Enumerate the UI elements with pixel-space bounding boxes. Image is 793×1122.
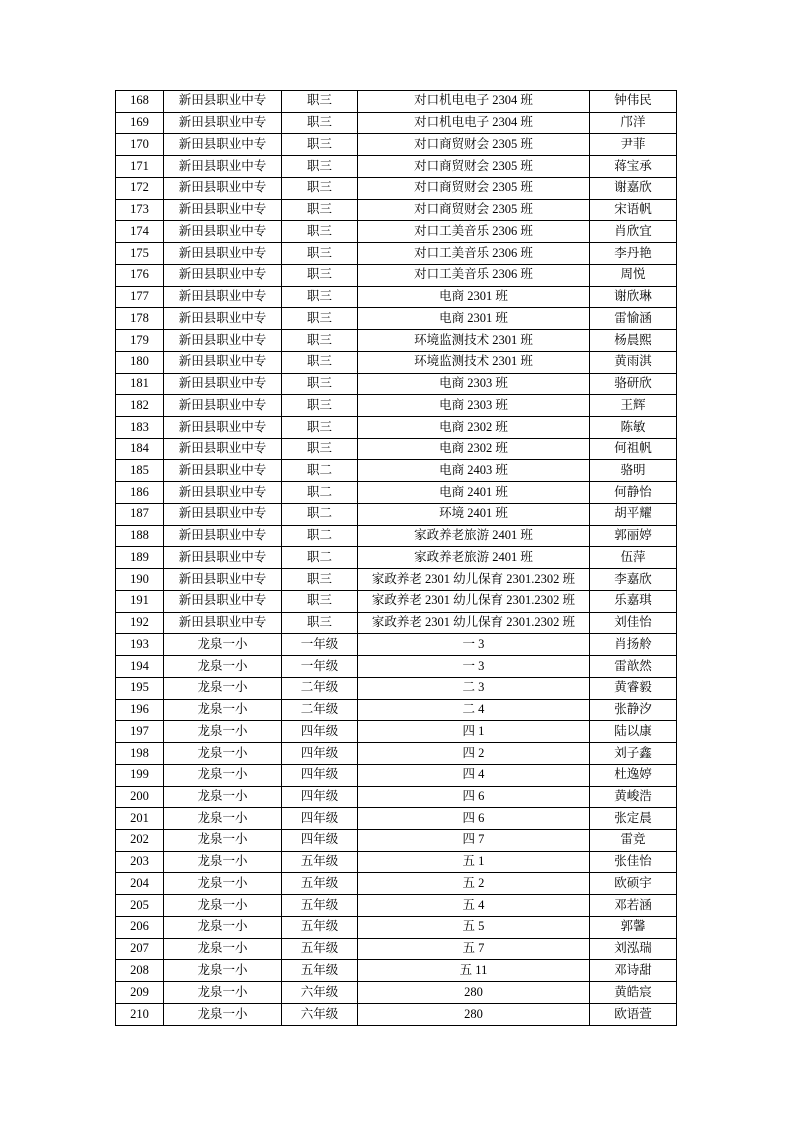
cell-class: 五 4 xyxy=(358,895,590,917)
cell-school: 龙泉一小 xyxy=(164,829,282,851)
table-row xyxy=(116,895,677,917)
table-row xyxy=(116,417,677,439)
cell-school: 新田县职业中专 xyxy=(164,308,282,330)
cell-class: 二 3 xyxy=(358,677,590,699)
cell-school: 龙泉一小 xyxy=(164,699,282,721)
cell-school: 新田县职业中专 xyxy=(164,612,282,634)
cell-class: 对口机电电子 2304 班 xyxy=(358,91,590,113)
cell-school: 新田县职业中专 xyxy=(164,373,282,395)
cell-school: 新田县职业中专 xyxy=(164,482,282,504)
cell-class: 五 11 xyxy=(358,960,590,982)
cell-class: 对口工美音乐 2306 班 xyxy=(358,243,590,265)
table-row xyxy=(116,134,677,156)
cell-grade: 职三 xyxy=(282,590,358,612)
cell-student-name: 雷竞 xyxy=(590,829,677,851)
table-row xyxy=(116,395,677,417)
table-row xyxy=(116,743,677,765)
cell-class: 电商 2303 班 xyxy=(358,373,590,395)
table-row xyxy=(116,829,677,851)
cell-school: 新田县职业中专 xyxy=(164,525,282,547)
cell-student-name: 蒋宝承 xyxy=(590,156,677,178)
cell-class: 家政养老 2301 幼儿保育 2301.2302 班 xyxy=(358,569,590,591)
cell-student-name: 黄皓宸 xyxy=(590,982,677,1004)
cell-school: 新田县职业中专 xyxy=(164,134,282,156)
cell-student-name: 谢嘉欣 xyxy=(590,177,677,199)
cell-class: 对口商贸财会 2305 班 xyxy=(358,199,590,221)
cell-student-name: 胡平耀 xyxy=(590,503,677,525)
cell-class: 四 6 xyxy=(358,808,590,830)
cell-row-number: 185 xyxy=(116,460,164,482)
cell-row-number: 170 xyxy=(116,134,164,156)
cell-row-number: 199 xyxy=(116,764,164,786)
cell-grade: 四年级 xyxy=(282,829,358,851)
cell-student-name: 郭丽婷 xyxy=(590,525,677,547)
cell-school: 新田县职业中专 xyxy=(164,351,282,373)
cell-grade: 职三 xyxy=(282,308,358,330)
cell-school: 新田县职业中专 xyxy=(164,156,282,178)
table-row xyxy=(116,677,677,699)
cell-grade: 六年级 xyxy=(282,982,358,1004)
cell-student-name: 何祖帆 xyxy=(590,438,677,460)
cell-student-name: 宋语帆 xyxy=(590,199,677,221)
cell-grade: 职三 xyxy=(282,395,358,417)
table-row xyxy=(116,308,677,330)
cell-grade: 四年级 xyxy=(282,808,358,830)
table-row xyxy=(116,960,677,982)
table-row xyxy=(116,373,677,395)
cell-school: 新田县职业中专 xyxy=(164,112,282,134)
cell-row-number: 210 xyxy=(116,1003,164,1025)
cell-school: 龙泉一小 xyxy=(164,764,282,786)
cell-student-name: 谢欣琳 xyxy=(590,286,677,308)
cell-row-number: 205 xyxy=(116,895,164,917)
cell-row-number: 172 xyxy=(116,177,164,199)
table-row xyxy=(116,786,677,808)
cell-row-number: 179 xyxy=(116,330,164,352)
cell-student-name: 欧语萱 xyxy=(590,1003,677,1025)
cell-student-name: 王辉 xyxy=(590,395,677,417)
table-row xyxy=(116,938,677,960)
cell-grade: 职二 xyxy=(282,525,358,547)
table-row xyxy=(116,764,677,786)
cell-student-name: 杨晨熙 xyxy=(590,330,677,352)
cell-school: 龙泉一小 xyxy=(164,721,282,743)
table-row xyxy=(116,460,677,482)
cell-row-number: 184 xyxy=(116,438,164,460)
cell-grade: 五年级 xyxy=(282,851,358,873)
cell-class: 电商 2403 班 xyxy=(358,460,590,482)
cell-student-name: 雷歆然 xyxy=(590,656,677,678)
cell-grade: 一年级 xyxy=(282,656,358,678)
cell-class: 五 7 xyxy=(358,938,590,960)
cell-row-number: 203 xyxy=(116,851,164,873)
cell-student-name: 陆以康 xyxy=(590,721,677,743)
cell-class: 四 7 xyxy=(358,829,590,851)
cell-school: 新田县职业中专 xyxy=(164,503,282,525)
cell-row-number: 177 xyxy=(116,286,164,308)
cell-school: 龙泉一小 xyxy=(164,938,282,960)
cell-class: 五 1 xyxy=(358,851,590,873)
cell-grade: 二年级 xyxy=(282,677,358,699)
cell-row-number: 204 xyxy=(116,873,164,895)
cell-class: 环境监测技术 2301 班 xyxy=(358,330,590,352)
cell-row-number: 195 xyxy=(116,677,164,699)
cell-row-number: 196 xyxy=(116,699,164,721)
cell-grade: 四年级 xyxy=(282,743,358,765)
cell-grade: 二年级 xyxy=(282,699,358,721)
cell-school: 龙泉一小 xyxy=(164,1003,282,1025)
cell-row-number: 182 xyxy=(116,395,164,417)
cell-student-name: 何静怡 xyxy=(590,482,677,504)
cell-grade: 职三 xyxy=(282,221,358,243)
cell-row-number: 171 xyxy=(116,156,164,178)
cell-row-number: 175 xyxy=(116,243,164,265)
cell-student-name: 李丹艳 xyxy=(590,243,677,265)
cell-row-number: 181 xyxy=(116,373,164,395)
cell-school: 龙泉一小 xyxy=(164,982,282,1004)
cell-school: 龙泉一小 xyxy=(164,916,282,938)
cell-school: 龙泉一小 xyxy=(164,634,282,656)
roster-table xyxy=(115,90,677,1026)
cell-school: 龙泉一小 xyxy=(164,873,282,895)
cell-school: 新田县职业中专 xyxy=(164,221,282,243)
cell-row-number: 189 xyxy=(116,547,164,569)
cell-grade: 职二 xyxy=(282,503,358,525)
cell-school: 龙泉一小 xyxy=(164,808,282,830)
cell-grade: 五年级 xyxy=(282,873,358,895)
cell-class: 环境监测技术 2301 班 xyxy=(358,351,590,373)
cell-row-number: 202 xyxy=(116,829,164,851)
cell-school: 龙泉一小 xyxy=(164,851,282,873)
cell-row-number: 208 xyxy=(116,960,164,982)
cell-school: 新田县职业中专 xyxy=(164,286,282,308)
cell-row-number: 190 xyxy=(116,569,164,591)
table-row xyxy=(116,482,677,504)
cell-row-number: 209 xyxy=(116,982,164,1004)
cell-class: 家政养老旅游 2401 班 xyxy=(358,547,590,569)
cell-row-number: 193 xyxy=(116,634,164,656)
cell-student-name: 骆明 xyxy=(590,460,677,482)
cell-student-name: 刘子鑫 xyxy=(590,743,677,765)
table-row xyxy=(116,351,677,373)
cell-school: 新田县职业中专 xyxy=(164,569,282,591)
cell-class: 家政养老 2301 幼儿保育 2301.2302 班 xyxy=(358,612,590,634)
cell-school: 龙泉一小 xyxy=(164,895,282,917)
cell-class: 二 4 xyxy=(358,699,590,721)
cell-class: 电商 2302 班 xyxy=(358,417,590,439)
cell-grade: 一年级 xyxy=(282,634,358,656)
cell-school: 新田县职业中专 xyxy=(164,547,282,569)
table-row xyxy=(116,221,677,243)
table-row xyxy=(116,851,677,873)
cell-grade: 职二 xyxy=(282,547,358,569)
cell-row-number: 174 xyxy=(116,221,164,243)
cell-grade: 六年级 xyxy=(282,1003,358,1025)
cell-row-number: 200 xyxy=(116,786,164,808)
cell-grade: 职三 xyxy=(282,286,358,308)
cell-grade: 职三 xyxy=(282,112,358,134)
cell-row-number: 191 xyxy=(116,590,164,612)
cell-class: 一 3 xyxy=(358,656,590,678)
cell-row-number: 168 xyxy=(116,91,164,113)
cell-grade: 职三 xyxy=(282,199,358,221)
cell-school: 龙泉一小 xyxy=(164,743,282,765)
cell-school: 新田县职业中专 xyxy=(164,460,282,482)
cell-student-name: 骆研欣 xyxy=(590,373,677,395)
cell-student-name: 乐嘉琪 xyxy=(590,590,677,612)
table-row xyxy=(116,590,677,612)
cell-student-name: 张佳怡 xyxy=(590,851,677,873)
cell-class: 电商 2301 班 xyxy=(358,308,590,330)
table-row xyxy=(116,873,677,895)
cell-student-name: 郭馨 xyxy=(590,916,677,938)
cell-class: 四 4 xyxy=(358,764,590,786)
cell-grade: 职三 xyxy=(282,438,358,460)
cell-student-name: 邓若涵 xyxy=(590,895,677,917)
cell-grade: 职二 xyxy=(282,482,358,504)
cell-row-number: 187 xyxy=(116,503,164,525)
cell-row-number: 169 xyxy=(116,112,164,134)
table-row xyxy=(116,569,677,591)
cell-grade: 五年级 xyxy=(282,916,358,938)
table-row xyxy=(116,330,677,352)
table-row xyxy=(116,264,677,286)
table-row xyxy=(116,156,677,178)
cell-grade: 职三 xyxy=(282,264,358,286)
table-row xyxy=(116,243,677,265)
cell-class: 五 5 xyxy=(358,916,590,938)
cell-student-name: 钟伟民 xyxy=(590,91,677,113)
cell-row-number: 188 xyxy=(116,525,164,547)
cell-student-name: 邝洋 xyxy=(590,112,677,134)
cell-student-name: 陈敏 xyxy=(590,417,677,439)
cell-class: 对口商贸财会 2305 班 xyxy=(358,156,590,178)
cell-grade: 职三 xyxy=(282,134,358,156)
cell-school: 新田县职业中专 xyxy=(164,177,282,199)
cell-grade: 职三 xyxy=(282,351,358,373)
cell-grade: 职三 xyxy=(282,612,358,634)
table-row xyxy=(116,612,677,634)
cell-student-name: 肖欣宜 xyxy=(590,221,677,243)
cell-school: 龙泉一小 xyxy=(164,656,282,678)
cell-student-name: 尹菲 xyxy=(590,134,677,156)
cell-row-number: 186 xyxy=(116,482,164,504)
cell-school: 新田县职业中专 xyxy=(164,91,282,113)
cell-class: 对口工美音乐 2306 班 xyxy=(358,221,590,243)
cell-row-number: 180 xyxy=(116,351,164,373)
cell-school: 新田县职业中专 xyxy=(164,264,282,286)
table-row xyxy=(116,721,677,743)
cell-class: 一 3 xyxy=(358,634,590,656)
cell-row-number: 194 xyxy=(116,656,164,678)
cell-grade: 四年级 xyxy=(282,786,358,808)
cell-student-name: 伍萍 xyxy=(590,547,677,569)
cell-school: 龙泉一小 xyxy=(164,960,282,982)
cell-grade: 职三 xyxy=(282,243,358,265)
table-row xyxy=(116,547,677,569)
cell-row-number: 192 xyxy=(116,612,164,634)
cell-grade: 职三 xyxy=(282,373,358,395)
cell-grade: 职三 xyxy=(282,330,358,352)
cell-school: 新田县职业中专 xyxy=(164,199,282,221)
cell-grade: 职三 xyxy=(282,177,358,199)
table-row xyxy=(116,199,677,221)
cell-row-number: 197 xyxy=(116,721,164,743)
cell-student-name: 李嘉欣 xyxy=(590,569,677,591)
cell-row-number: 207 xyxy=(116,938,164,960)
cell-class: 电商 2401 班 xyxy=(358,482,590,504)
cell-class: 电商 2302 班 xyxy=(358,438,590,460)
cell-student-name: 刘泓瑞 xyxy=(590,938,677,960)
cell-row-number: 201 xyxy=(116,808,164,830)
cell-class: 对口商贸财会 2305 班 xyxy=(358,134,590,156)
cell-grade: 四年级 xyxy=(282,764,358,786)
cell-grade: 五年级 xyxy=(282,960,358,982)
cell-class: 电商 2303 班 xyxy=(358,395,590,417)
cell-row-number: 178 xyxy=(116,308,164,330)
cell-grade: 五年级 xyxy=(282,895,358,917)
cell-class: 280 xyxy=(358,982,590,1004)
cell-student-name: 雷愉涵 xyxy=(590,308,677,330)
cell-student-name: 杜逸婷 xyxy=(590,764,677,786)
table-row xyxy=(116,438,677,460)
table-row xyxy=(116,699,677,721)
roster-table-body xyxy=(116,91,677,1026)
cell-student-name: 张静汐 xyxy=(590,699,677,721)
cell-school: 新田县职业中专 xyxy=(164,438,282,460)
cell-school: 龙泉一小 xyxy=(164,786,282,808)
table-row xyxy=(116,916,677,938)
cell-class: 280 xyxy=(358,1003,590,1025)
cell-grade: 职三 xyxy=(282,417,358,439)
table-row xyxy=(116,656,677,678)
cell-class: 对口工美音乐 2306 班 xyxy=(358,264,590,286)
cell-grade: 职三 xyxy=(282,569,358,591)
cell-student-name: 黄雨淇 xyxy=(590,351,677,373)
cell-school: 新田县职业中专 xyxy=(164,395,282,417)
cell-student-name: 刘佳怡 xyxy=(590,612,677,634)
table-row xyxy=(116,525,677,547)
cell-grade: 职三 xyxy=(282,156,358,178)
cell-grade: 职二 xyxy=(282,460,358,482)
table-row xyxy=(116,808,677,830)
cell-class: 四 1 xyxy=(358,721,590,743)
cell-row-number: 176 xyxy=(116,264,164,286)
table-row xyxy=(116,503,677,525)
cell-class: 电商 2301 班 xyxy=(358,286,590,308)
cell-student-name: 张定晨 xyxy=(590,808,677,830)
cell-student-name: 邓诗甜 xyxy=(590,960,677,982)
cell-student-name: 周悦 xyxy=(590,264,677,286)
table-row xyxy=(116,177,677,199)
cell-student-name: 黄睿毅 xyxy=(590,677,677,699)
cell-class: 环境 2401 班 xyxy=(358,503,590,525)
cell-row-number: 183 xyxy=(116,417,164,439)
table-row xyxy=(116,634,677,656)
table-row xyxy=(116,286,677,308)
cell-student-name: 肖扬舲 xyxy=(590,634,677,656)
cell-row-number: 206 xyxy=(116,916,164,938)
table-row xyxy=(116,91,677,113)
cell-school: 新田县职业中专 xyxy=(164,590,282,612)
cell-class: 四 6 xyxy=(358,786,590,808)
cell-student-name: 欧硕宇 xyxy=(590,873,677,895)
cell-grade: 职三 xyxy=(282,91,358,113)
cell-class: 家政养老旅游 2401 班 xyxy=(358,525,590,547)
cell-student-name: 黄峻浩 xyxy=(590,786,677,808)
cell-row-number: 173 xyxy=(116,199,164,221)
cell-class: 家政养老 2301 幼儿保育 2301.2302 班 xyxy=(358,590,590,612)
cell-school: 新田县职业中专 xyxy=(164,243,282,265)
cell-grade: 四年级 xyxy=(282,721,358,743)
cell-class: 对口机电电子 2304 班 xyxy=(358,112,590,134)
cell-grade: 五年级 xyxy=(282,938,358,960)
cell-row-number: 198 xyxy=(116,743,164,765)
cell-class: 四 2 xyxy=(358,743,590,765)
cell-school: 新田县职业中专 xyxy=(164,417,282,439)
cell-class: 对口商贸财会 2305 班 xyxy=(358,177,590,199)
cell-school: 新田县职业中专 xyxy=(164,330,282,352)
cell-school: 龙泉一小 xyxy=(164,677,282,699)
cell-class: 五 2 xyxy=(358,873,590,895)
table-row xyxy=(116,112,677,134)
table-row xyxy=(116,1003,677,1025)
table-row xyxy=(116,982,677,1004)
